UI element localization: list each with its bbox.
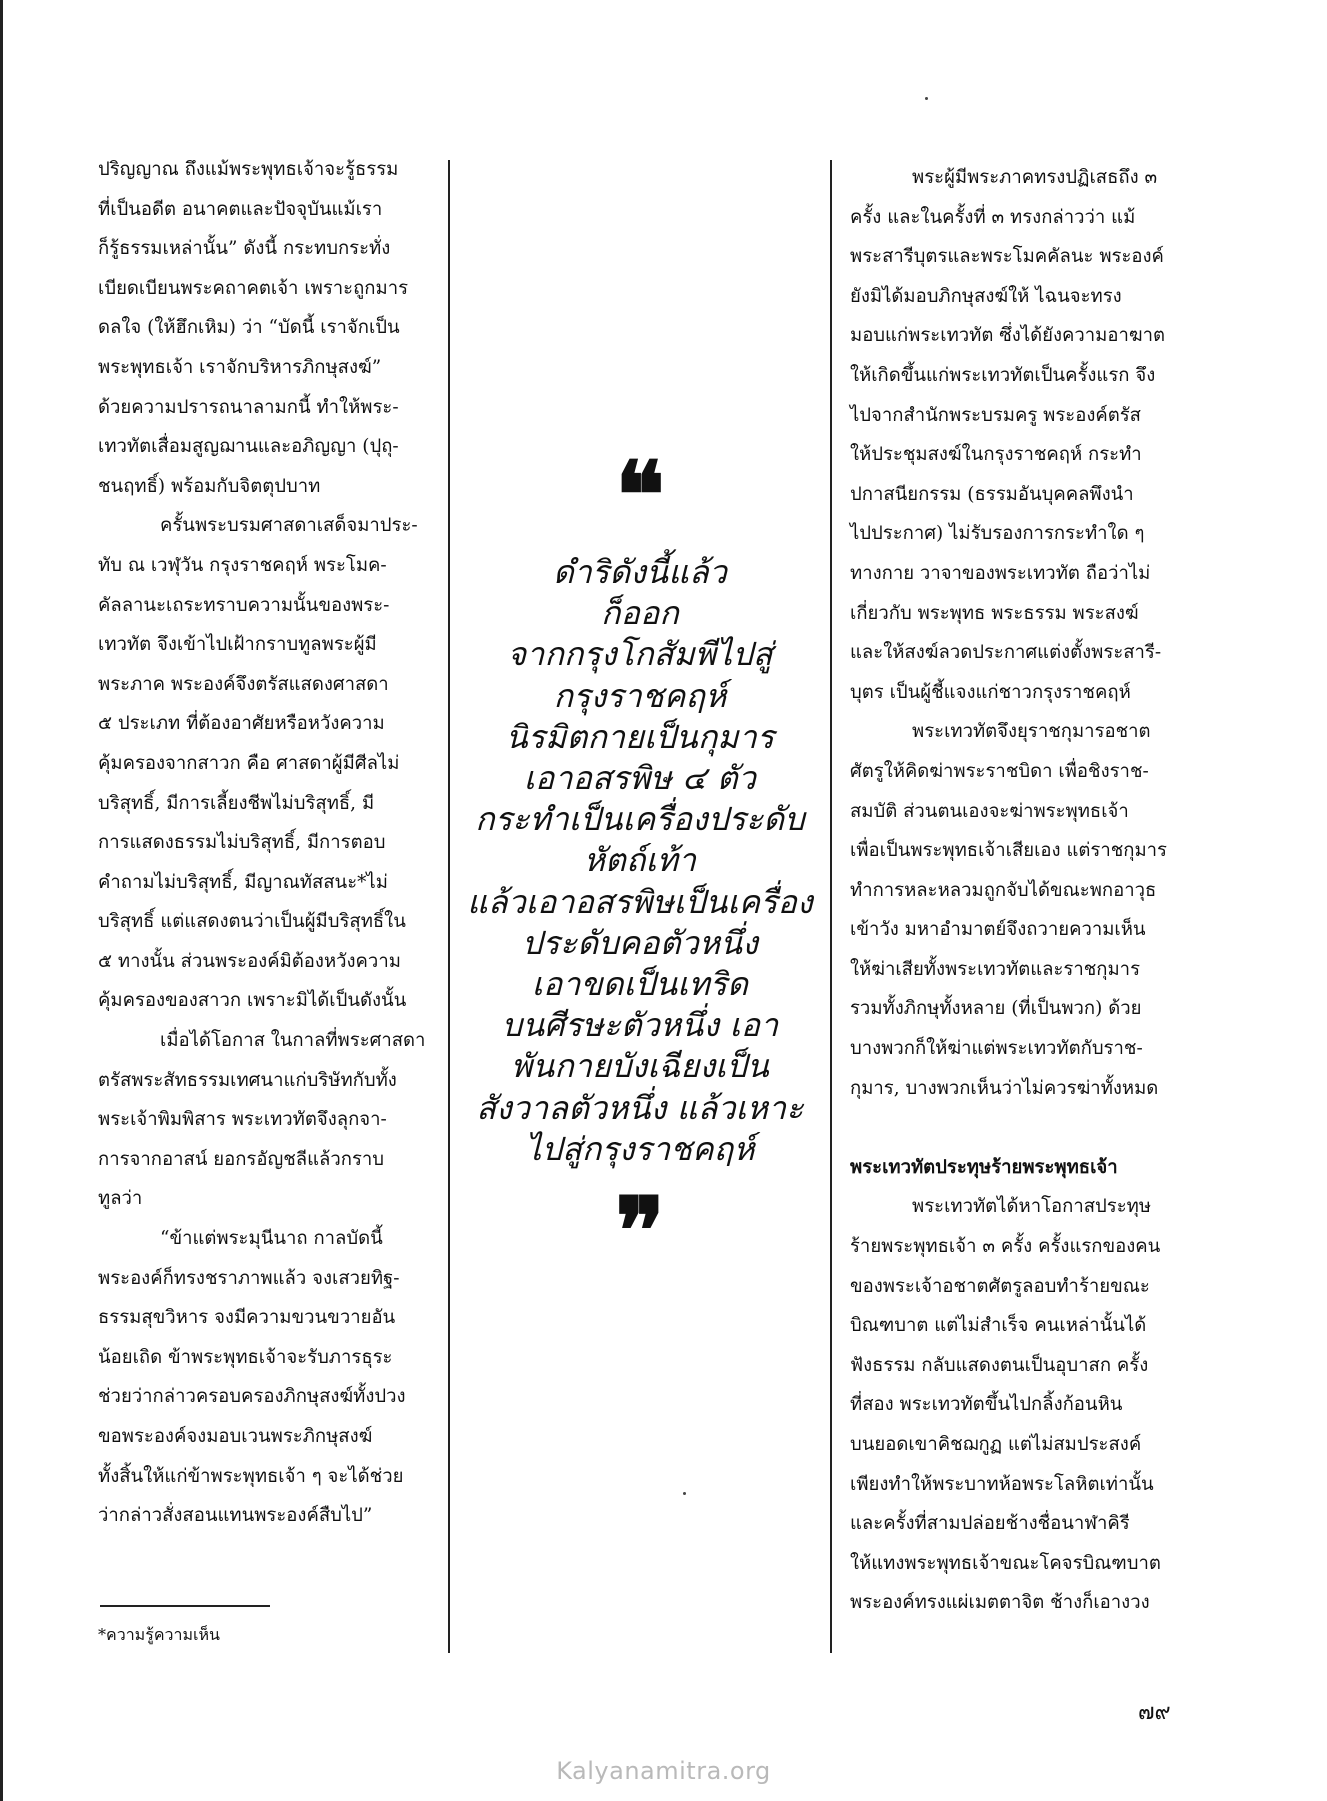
pull-quote-line: ดำริดังนี้แล้ว [552,553,728,591]
text-line: ที่สอง พระเทวทัตขึ้นไปกลิ้งก้อนหิน [850,1394,1123,1416]
text-line: ปกาสนียกรรม (ธรรมอันบุคคลพึงนำ [850,483,1134,505]
text-line: ด้วยความปรารถนาลามกนี้ ทำให้พระ- [98,396,399,418]
text-line: ให้แทงพระพุทธเจ้าขณะโคจรบิณฑบาต [850,1552,1161,1574]
text-line: ศัตรูให้คิดฆ่าพระราชบิดา เพื่อชิงราช- [850,760,1149,782]
text-line: และให้สงฆ์ลวดประกาศแต่งตั้งพระสารี- [850,642,1162,664]
text-line: พระองค์ก็ทรงชราภาพแล้ว จงเสวยทิฐ- [98,1267,400,1289]
text-line: ที่เป็นอดีต อนาคตและปัจจุบันแม้เรา [98,198,383,220]
page-edge [0,0,3,1801]
pull-quote-line: เอาขดเป็นเทริด [531,965,749,1004]
text-line: ครั้นพระบรมศาสดาเสด็จมาประ- [160,515,418,537]
text-line: ทางกาย วาจาของพระเทวทัต ถือว่าไม่ [850,562,1151,584]
section-heading: พระเทวทัตประทุษร้ายพระพุทธเจ้า [850,1156,1118,1178]
text-line: เทวทัต จึงเข้าไปเฝ้ากราบทูลพระผู้มี [98,634,377,656]
text-line: ไปจากสำนักพระบรมครู พระองค์ตรัส [850,404,1141,426]
speck [925,97,928,100]
text-line: ทับ ณ เวฬุวัน กรุงราชคฤห์ พระโมค- [98,554,387,576]
text-line: ยังมิได้มอบภิกษุสงฆ์ให้ ไฉนจะทรง [850,285,1122,307]
pull-quote [452,441,828,1286]
pull-quote-line: พันกายบังเฉียงเป็น [510,1047,770,1086]
text-line: สมบัติ ส่วนตนเองจะฆ่าพระพุทธเจ้า [850,800,1129,822]
text-line: ทั้งสิ้นให้แก่ข้าพระพุทธเจ้า ๆ จะได้ช่วย [98,1465,404,1487]
text-line: ว่ากล่าวสั่งสอนแทนพระองค์สืบไป” [98,1505,373,1527]
text-line: พระภาค พระองค์จึงตรัสแสดงศาสดา [98,673,389,695]
text-line [850,1108,1180,1148]
left-column [98,150,428,1536]
text-line: และครั้งที่สามปล่อยช้างชื่อนาฬาคิรี [850,1513,1130,1535]
text-line: บางพวกก็ให้ฆ่าแต่พระเทวทัตกับราช- [850,1038,1143,1060]
text-line: บริสุทธิ์, มีการเลี้ยงชีพไม่บริสุทธิ์, มี [98,792,375,814]
text-line: ไปประกาศ) ไม่รับรองการกระทำใด ๆ [850,523,1145,545]
text-line: พระเทวทัตจึงยุราชกุมารอชาต [912,721,1151,743]
text-line: บุตร เป็นผู้ชี้แจงแก่ชาวกรุงราชคฤห์ [850,681,1131,703]
text-line: ปริญญาณ ถึงแม้พระพุทธเจ้าจะรู้ธรรม [98,159,399,180]
pull-quote-line: สังวาลตัวหนึ่ง แล้วเหาะ [476,1088,804,1127]
text-line: การแสดงธรรมไม่บริสุทธิ์, มีการตอบ [98,832,386,854]
footnote-rule [100,1605,270,1607]
text-line: กุมาร, บางพวกเห็นว่าไม่ควรฆ่าทั้งหมด [850,1077,1159,1099]
text-line: ช่วยว่ากล่าวครอบครองภิกษุสงฆ์ทั้งปวง [98,1386,406,1408]
pull-quote-line: นิรมิตกายเป็นกุมาร [505,717,775,756]
text-line: ครั้ง และในครั้งที่ ๓ ทรงกล่าวว่า แม้ [850,206,1136,228]
pull-quote-text [452,552,828,1170]
pull-quote-line: กรุงราชคฤห์ [553,676,727,715]
text-line: น้อยเถิด ข้าพระพุทธเจ้าจะรับภารธุระ [98,1346,393,1368]
pull-quote-line: ก็ออก [601,594,679,633]
text-line: เมื่อได้โอกาส ในกาลที่พระศาสดา [160,1030,426,1052]
column-divider-left [448,160,450,1653]
text-line: คุ้มครองจากสาวก คือ ศาสดาผู้มีศีลไม่ [98,752,400,774]
watermark: Kalyanamitra.org [556,1757,771,1785]
text-line: เทวทัตเสื่อมสูญฌานและอภิญญา (ปุถุ- [98,436,399,458]
text-line: ให้เกิดขึ้นแก่พระเทวทัตเป็นครั้งแรก จึง [850,364,1156,386]
text-line: คำถามไม่บริสุทธิ์, มีญาณทัสสนะ*ไม่ [98,871,388,893]
text-line: พระเทวทัตได้หาโอกาสประทุษ [912,1196,1152,1218]
column-divider-right [830,160,832,1653]
text-line: บริสุทธิ์ แต่แสดงตนว่าเป็นผู้มีบริสุทธิ์ใน [98,911,406,933]
text-line: มอบแก่พระเทวทัต ซึ่งได้ยังความอาฆาต [850,325,1165,347]
text-line: ของพระเจ้าอชาตศัตรูลอบทำร้ายขณะ [850,1275,1150,1297]
text-line: เข้าวัง มหาอำมาตย์จึงถวายความเห็น [850,919,1146,941]
pull-quote-line: จากกรุงโกสัมพีไปสู่ [507,635,773,674]
text-line: ให้ประชุมสงฆ์ในกรุงราชคฤห์ กระทำ [850,444,1142,466]
text-line: พระสารีบุตรและพระโมคคัลนะ พระองค์ [850,246,1164,268]
footnote: *ความรู้ความเห็น [98,1625,220,1644]
pull-quote-line: กระทำเป็นเครื่องประดับ [475,800,805,839]
close-quote-mark: ❞ [615,1177,665,1286]
text-line: พระองค์ทรงแผ่เมตตาจิต ช้างก็เอางวง [850,1592,1150,1614]
pull-quote-line: แล้วเอาอสรพิษเป็นเครื่อง [467,882,813,921]
text-line: บนยอดเขาคิชฌกูฏ แต่ไม่สมประสงค์ [850,1434,1142,1455]
text-line: ก็รู้ธรรมเหล่านั้น” ดังนี้ กระทบกระทั่ง [98,238,391,260]
text-line: พระพุทธเจ้า เราจักบริหารภิกษุสงฆ์” [98,356,382,378]
pull-quote-line: หัตถ์เท้า [583,841,697,880]
text-line: “ข้าแต่พระมุนีนาถ กาลบัดนี้ [160,1228,383,1250]
text-line: ให้ฆ่าเสียทั้งพระเทวทัตและราชกุมาร [850,958,1141,980]
pull-quote-line: ประดับคอตัวหนึ่ง [521,923,759,962]
open-quote-mark: ❝ [615,441,665,549]
text-line: เกี่ยวกับ พระพุทธ พระธรรม พระสงฆ์ [850,602,1139,624]
text-line: เพื่อเป็นพระพุทธเจ้าเสียเอง แต่ราชกุมาร [850,840,1167,862]
text-line: ทูลว่า [98,1188,143,1210]
text-line: ชนฤทธิ์) พร้อมกับจิตตุปบาท [98,475,321,497]
text-line: รวมทั้งภิกษุทั้งหลาย (ที่เป็นพวก) ด้วย [850,998,1142,1020]
text-line: การจากอาสน์ ยอกรอัญชลีแล้วกราบ [98,1148,385,1170]
text-line: พระผู้มีพระภาคทรงปฏิเสธถึง ๓ [912,167,1158,188]
text-line: พระเจ้าพิมพิสาร พระเทวทัตจึงลุกจา- [98,1109,387,1131]
text-line: ดลใจ (ให้ฮึกเหิม) ว่า “บัดนี้ เราจักเป็น [98,317,400,339]
text-line: คุ้มครองของสาวก เพราะมิได้เป็นดังนั้น [98,990,407,1012]
text-line: ทำการหละหลวมถูกจับได้ขณะพกอาวุธ [850,879,1157,901]
right-column [850,158,1180,1623]
text-line: บิณฑบาต แต่ไม่สำเร็จ คนเหล่านั้นได้ [850,1315,1147,1337]
pull-quote-line: เอาอสรพิษ ๔ ตัว [523,759,757,798]
pull-quote-line: ไปสู่กรุงราชคฤห์ [525,1129,755,1168]
page-number: ๗๙ [1138,1700,1171,1725]
text-line: ตรัสพระสัทธรรมเทศนาแก่บริษัทกับทั้ง [98,1069,397,1091]
text-line: ฟังธรรม กลับแสดงตนเป็นอุบาสก ครั้ง [850,1354,1149,1376]
text-line: ขอพระองค์จงมอบเวนพระภิกษุสงฆ์ [98,1426,373,1447]
text-line: คัลลานะเถระทราบความนั้นของพระ- [98,594,390,616]
text-line: เบียดเบียนพระคถาคตเจ้า เพราะถูกมาร [98,277,409,299]
text-line: ๕ ประเภท ที่ต้องอาศัยหรือหวังความ [98,713,385,735]
pull-quote-line: บนศีรษะตัวหนึ่ง เอา [501,1006,779,1045]
text-line: เพียงทำให้พระบาทห้อพระโลหิตเท่านั้น [850,1473,1154,1495]
text-line: ร้ายพระพุทธเจ้า ๓ ครั้ง ครั้งแรกของคน [850,1236,1161,1258]
speck [683,1492,686,1495]
text-line: ธรรมสุขวิหาร จงมีความขวนขวายอัน [98,1307,396,1329]
text-line: ๕ ทางนั้น ส่วนพระองค์มิต้องหวังความ [98,950,401,972]
